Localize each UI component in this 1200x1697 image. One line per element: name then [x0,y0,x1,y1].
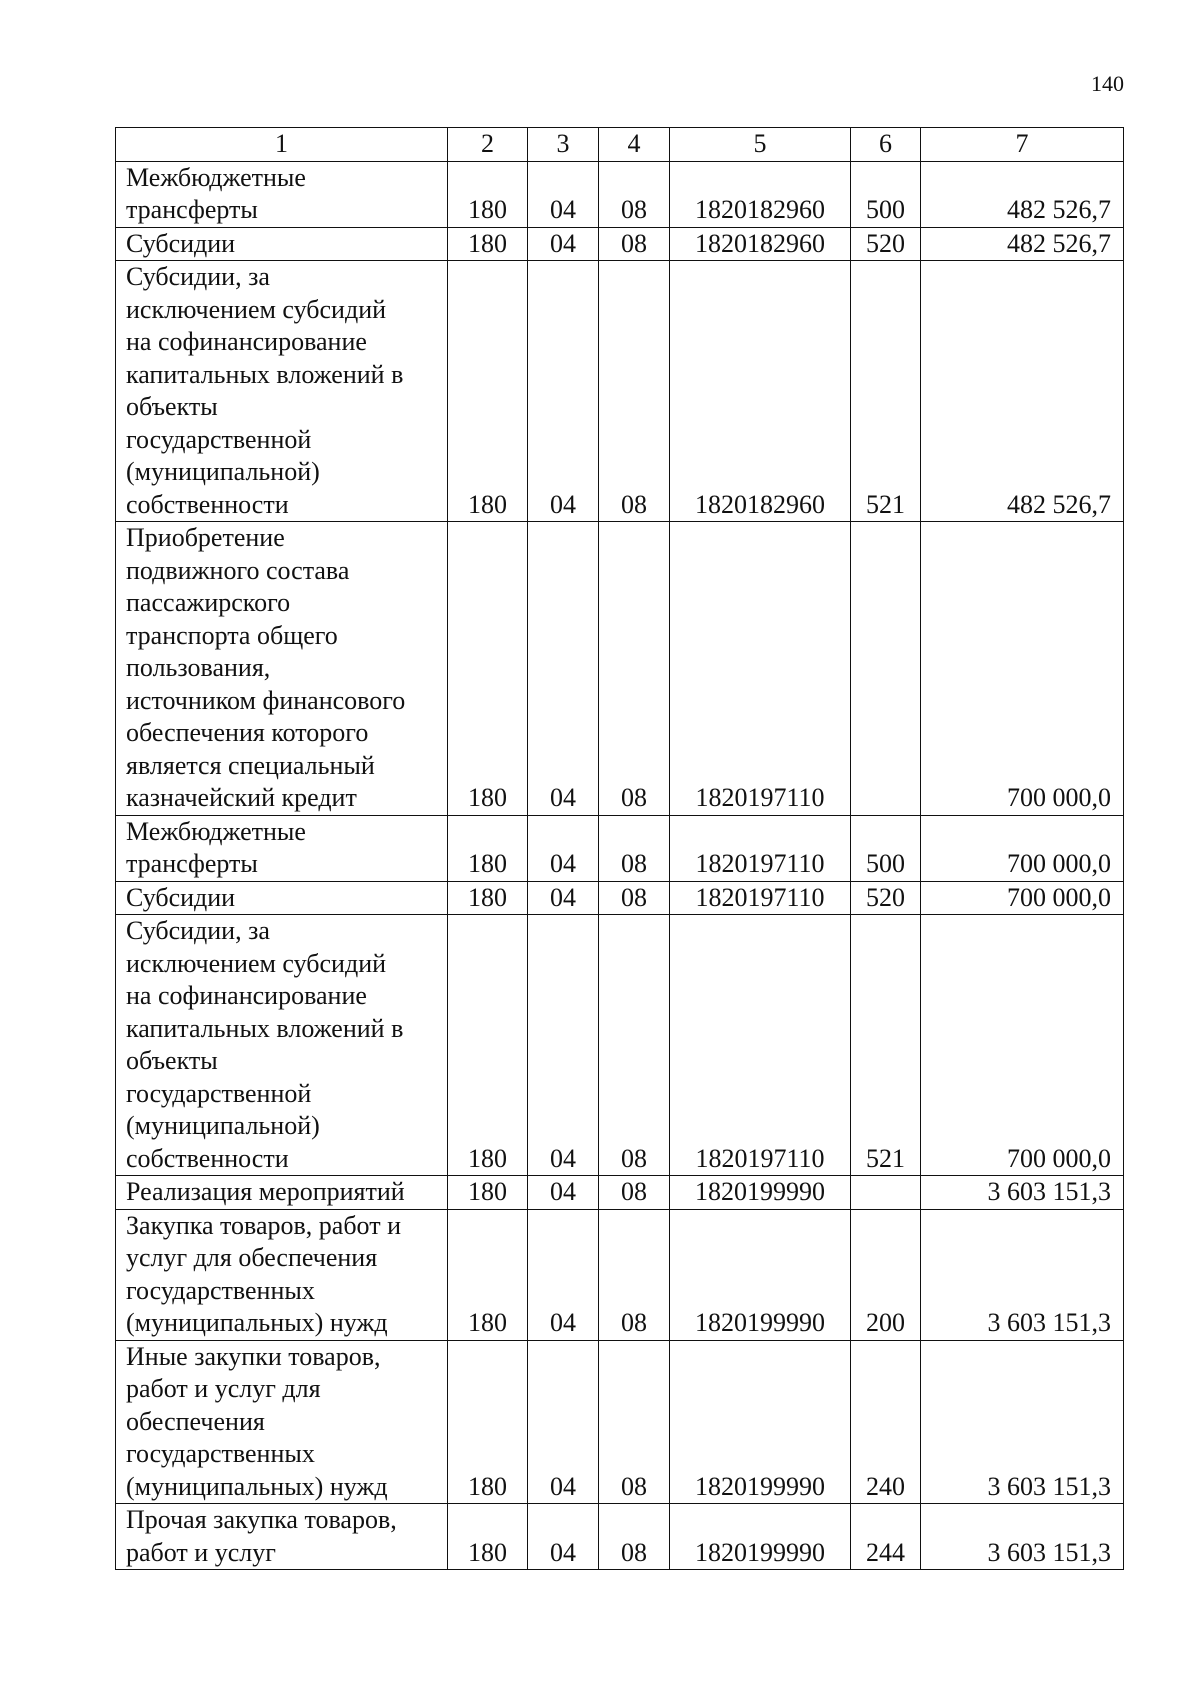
subsection-cell: 08 [599,1176,670,1210]
expense-type-cell: 521 [851,261,921,522]
item-name-line: Реализация мероприятий [126,1177,405,1206]
column-header: 7 [921,128,1124,162]
item-name-line: исключением субсидий [126,294,387,324]
item-name-line: Прочая закупка товаров, [126,1505,397,1534]
item-name-line: (муниципальных) нужд [126,1471,388,1501]
column-header: 3 [528,128,599,162]
expense-type-cell: 521 [851,915,921,1176]
item-name-line: работ и услуг [126,1537,276,1567]
subsection-cell: 08 [599,881,670,915]
item-name-line: казначейский кредит [126,783,357,812]
target-article-cell: 1820199990 [670,1340,851,1504]
amount-cell: 482 526,7 [921,161,1124,227]
item-name-cell [116,1340,448,1504]
amount-cell: 3 603 151,3 [921,1176,1124,1210]
code-cell: 180 [448,881,528,915]
table-row [116,1209,1124,1340]
item-name-line: подвижного состава [126,555,350,585]
table-row [116,1340,1124,1504]
table-row [116,1504,1124,1570]
budget-table [115,127,1124,1570]
item-name-line: обеспечения которого [126,718,369,747]
amount-cell: 700 000,0 [921,881,1124,915]
item-name-cell [116,522,448,816]
table-header-row [116,128,1124,162]
item-name-cell [116,915,448,1176]
item-name-line: трансферты [126,195,258,224]
subsection-cell: 08 [599,815,670,881]
subsection-cell: 08 [599,227,670,261]
column-header: 6 [851,128,921,162]
item-name-line: Закупка товаров, работ и [126,1210,401,1240]
target-article-cell: 1820199990 [670,1176,851,1210]
amount-cell: 700 000,0 [921,815,1124,881]
item-name-line: государственных [126,1439,315,1468]
item-name-cell [116,815,448,881]
column-header: 2 [448,128,528,162]
target-article-cell: 1820197110 [670,881,851,915]
code-cell: 180 [448,1340,528,1504]
item-name-line: трансферты [126,849,258,878]
item-name-cell [116,1176,448,1210]
item-name-line: (муниципальных) нужд [126,1308,388,1337]
subsection-cell: 08 [599,161,670,227]
table-row [116,261,1124,522]
table-row [116,915,1124,1176]
amount-cell: 3 603 151,3 [921,1209,1124,1340]
target-article-cell: 1820182960 [670,161,851,227]
item-name-line: Приобретение [126,523,285,552]
code-cell: 180 [448,161,528,227]
item-name-line: на софинансирование [126,981,367,1010]
subsection-cell: 08 [599,261,670,522]
target-article-cell: 1820199990 [670,1209,851,1340]
expense-type-cell: 500 [851,161,921,227]
target-article-cell: 1820182960 [670,261,851,522]
item-name-line: на софинансирование [126,327,367,356]
code-cell: 180 [448,1209,528,1340]
expense-type-cell: 500 [851,815,921,881]
expense-type-cell: 520 [851,881,921,915]
section-cell: 04 [528,1340,599,1504]
column-header: 5 [670,128,851,162]
section-cell: 04 [528,161,599,227]
code-cell: 180 [448,1504,528,1570]
table-row [116,522,1124,816]
item-name-line: услуг для обеспечения [126,1243,378,1272]
subsection-cell: 08 [599,1209,670,1340]
target-article-cell: 1820197110 [670,915,851,1176]
item-name-line: пользования, [126,653,271,682]
section-cell: 04 [528,1209,599,1340]
target-article-cell: 1820199990 [670,1504,851,1570]
item-name-line: Иные закупки товаров, [126,1341,381,1371]
target-article-cell: 1820197110 [670,522,851,816]
code-cell: 180 [448,227,528,261]
item-name-line: Межбюджетные [126,816,306,846]
section-cell: 04 [528,915,599,1176]
column-header: 4 [599,128,670,162]
item-name-line: государственных [126,1275,315,1305]
expense-type-cell [851,522,921,816]
subsection-cell: 08 [599,1340,670,1504]
section-cell: 04 [528,1504,599,1570]
item-name-line: государственной [126,1078,312,1108]
item-name-cell [116,261,448,522]
amount-cell: 700 000,0 [921,522,1124,816]
item-name-line: исключением субсидий [126,948,387,978]
section-cell: 04 [528,815,599,881]
item-name-line: собственности [126,489,289,519]
item-name-line: объекты [126,1046,218,1075]
target-article-cell: 1820182960 [670,227,851,261]
item-name-line: объекты [126,392,218,421]
item-name-line: капитальных вложений в [126,1013,404,1043]
code-cell: 180 [448,261,528,522]
item-name-line: является специальный [126,750,375,780]
section-cell: 04 [528,227,599,261]
code-cell: 180 [448,1176,528,1210]
item-name-line: обеспечения [126,1406,265,1436]
amount-cell: 482 526,7 [921,227,1124,261]
item-name-cell [116,1504,448,1570]
item-name-line: пассажирского [126,588,291,617]
amount-cell: 700 000,0 [921,915,1124,1176]
amount-cell: 3 603 151,3 [921,1504,1124,1570]
item-name-line: собственности [126,1143,289,1173]
section-cell: 04 [528,881,599,915]
item-name-line: источником финансового [126,685,406,715]
section-cell: 04 [528,1176,599,1210]
section-cell: 04 [528,522,599,816]
item-name-line: транспорта общего [126,620,338,650]
subsection-cell: 08 [599,522,670,816]
item-name-line: государственной [126,424,312,454]
table-row [116,227,1124,261]
item-name-line: Межбюджетные [126,162,306,192]
item-name-line: (муниципальной) [126,1111,320,1140]
item-name-line: Субсидии [126,228,236,258]
item-name-cell [116,161,448,227]
amount-cell: 482 526,7 [921,261,1124,522]
section-cell: 04 [528,261,599,522]
code-cell: 180 [448,915,528,1176]
subsection-cell: 08 [599,1504,670,1570]
code-cell: 180 [448,815,528,881]
expense-type-cell: 240 [851,1340,921,1504]
item-name-line: Субсидии, за [126,916,270,945]
item-name-line: капитальных вложений в [126,359,404,389]
amount-cell: 3 603 151,3 [921,1340,1124,1504]
expense-type-cell [851,1176,921,1210]
target-article-cell: 1820197110 [670,815,851,881]
table-row [116,161,1124,227]
table-row [116,815,1124,881]
item-name-line: Субсидии, за [126,262,270,291]
item-name-line: Субсидии [126,882,236,912]
page-number: 140 [1091,71,1124,96]
item-name-line: (муниципальной) [126,457,320,486]
item-name-cell [116,881,448,915]
code-cell: 180 [448,522,528,816]
item-name-line: работ и услуг для [126,1374,321,1403]
table-row [116,1176,1124,1210]
item-name-cell [116,1209,448,1340]
expense-type-cell: 520 [851,227,921,261]
item-name-cell [116,227,448,261]
subsection-cell: 08 [599,915,670,1176]
column-header: 1 [116,128,448,162]
expense-type-cell: 200 [851,1209,921,1340]
table-row [116,881,1124,915]
expense-type-cell: 244 [851,1504,921,1570]
